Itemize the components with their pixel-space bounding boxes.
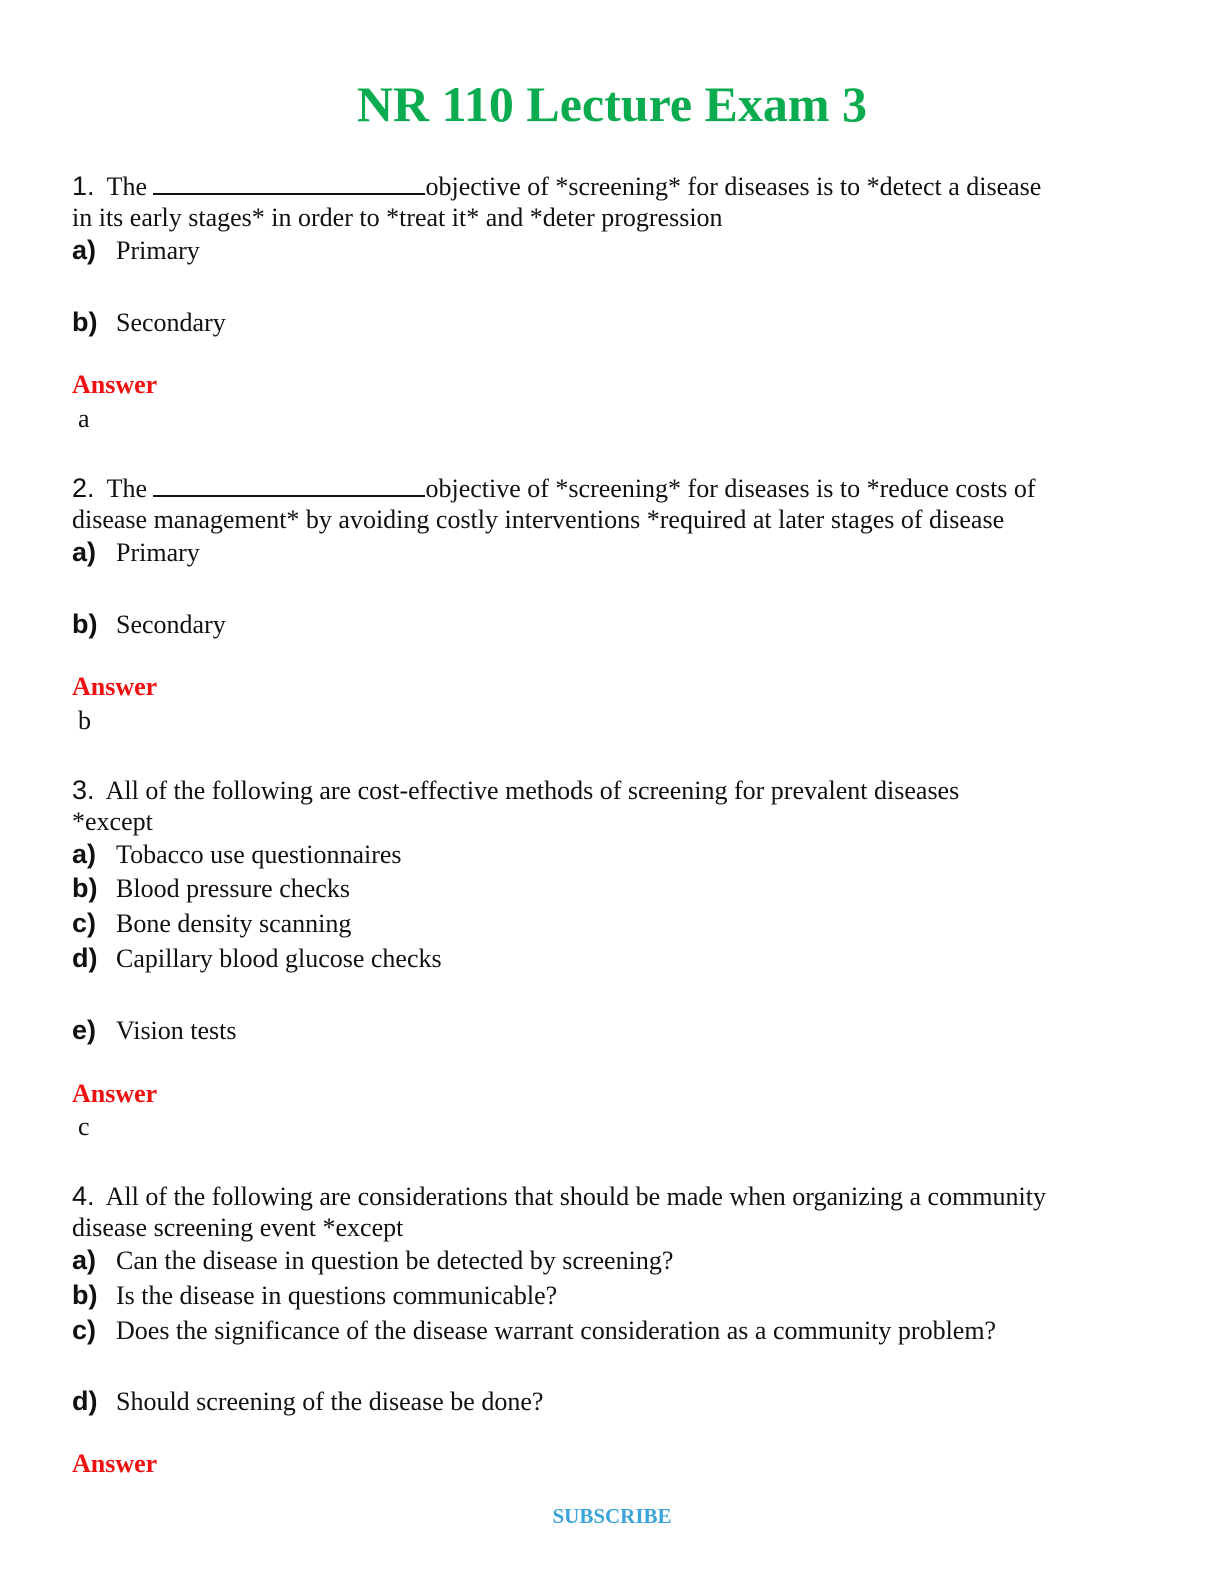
option-4c (72, 1313, 996, 1348)
answer-label: Answer (72, 1449, 158, 1478)
question-text: The (106, 474, 147, 503)
option-text: Blood pressure checks (116, 874, 350, 903)
option-letter: b) (72, 1280, 98, 1310)
option-letter: d) (72, 943, 98, 973)
option-text: Tobacco use questionnaires (116, 840, 402, 869)
option-letter: a) (72, 235, 97, 265)
answer-label: Answer (72, 370, 158, 399)
option-text: Primary (116, 538, 200, 567)
option-3e (72, 1013, 237, 1048)
question-number: 1. (72, 171, 95, 201)
fill-in-blank (153, 171, 425, 195)
option-letter: e) (72, 1015, 97, 1045)
option-letter: a) (72, 537, 97, 567)
question-text: The (106, 172, 147, 201)
option-1a (72, 233, 200, 268)
option-text: Capillary blood glucose checks (116, 944, 442, 973)
question-2-line-2: disease management* by avoiding costly interventions *required at later stages of disease (72, 505, 1005, 534)
option-text: Bone density scanning (116, 909, 352, 938)
option-text: Secondary (116, 308, 226, 337)
question-2-line-1 (72, 473, 1036, 504)
answer-label: Answer (72, 1079, 158, 1108)
option-3b (72, 871, 350, 906)
answer-value: b (78, 706, 91, 735)
option-text: Can the disease in question be detected by screening? (116, 1246, 674, 1275)
option-2b (72, 607, 226, 642)
option-4a (72, 1243, 673, 1278)
option-text: Vision tests (116, 1016, 237, 1045)
subscribe-link[interactable]: SUBSCRIBE (552, 1504, 672, 1528)
option-letter: b) (72, 873, 98, 903)
option-text: Should screening of the disease be done? (116, 1387, 544, 1416)
option-4d (72, 1384, 543, 1419)
answer-value: a (78, 404, 90, 433)
question-4-line-1 (72, 1181, 1046, 1212)
option-4b (72, 1278, 557, 1313)
question-text: objective of *screening* for diseases is to *detect a disease (425, 172, 1042, 201)
option-3c (72, 906, 351, 941)
answer-label: Answer (72, 672, 158, 701)
fill-in-blank (153, 473, 425, 497)
question-3-line-1 (72, 775, 959, 806)
question-1-line-1 (72, 171, 1041, 202)
option-text: Does the significance of the disease warrant consideration as a community problem? (116, 1316, 997, 1345)
question-4-line-2: disease screening event *except (72, 1213, 404, 1242)
option-2a (72, 535, 200, 570)
option-letter: a) (72, 839, 97, 869)
option-letter: c) (72, 1315, 97, 1345)
question-1-line-2: in its early stages* in order to *treat it* and *deter progression (72, 203, 723, 232)
option-text: Secondary (116, 610, 226, 639)
option-text: Is the disease in questions communicable? (116, 1281, 558, 1310)
option-3d (72, 941, 442, 976)
question-text: All of the following are cost-effective methods of screening for prevalent diseases (105, 776, 960, 805)
option-letter: c) (72, 908, 97, 938)
question-number: 2. (72, 473, 95, 503)
question-number: 4. (72, 1181, 95, 1211)
question-number: 3. (72, 775, 95, 805)
option-3a (72, 837, 402, 872)
question-3-line-2: *except (72, 807, 153, 836)
option-letter: d) (72, 1386, 98, 1416)
answer-value: c (78, 1112, 90, 1141)
option-1b (72, 305, 226, 340)
option-letter: a) (72, 1245, 97, 1275)
question-text: objective of *screening* for diseases is to *reduce costs of (425, 474, 1036, 503)
option-letter: b) (72, 609, 98, 639)
option-letter: b) (72, 307, 98, 337)
option-text: Primary (116, 236, 200, 265)
question-text: All of the following are considerations that should be made when organizing a community (105, 1182, 1046, 1211)
page-title: NR 110 Lecture Exam 3 (356, 76, 868, 132)
